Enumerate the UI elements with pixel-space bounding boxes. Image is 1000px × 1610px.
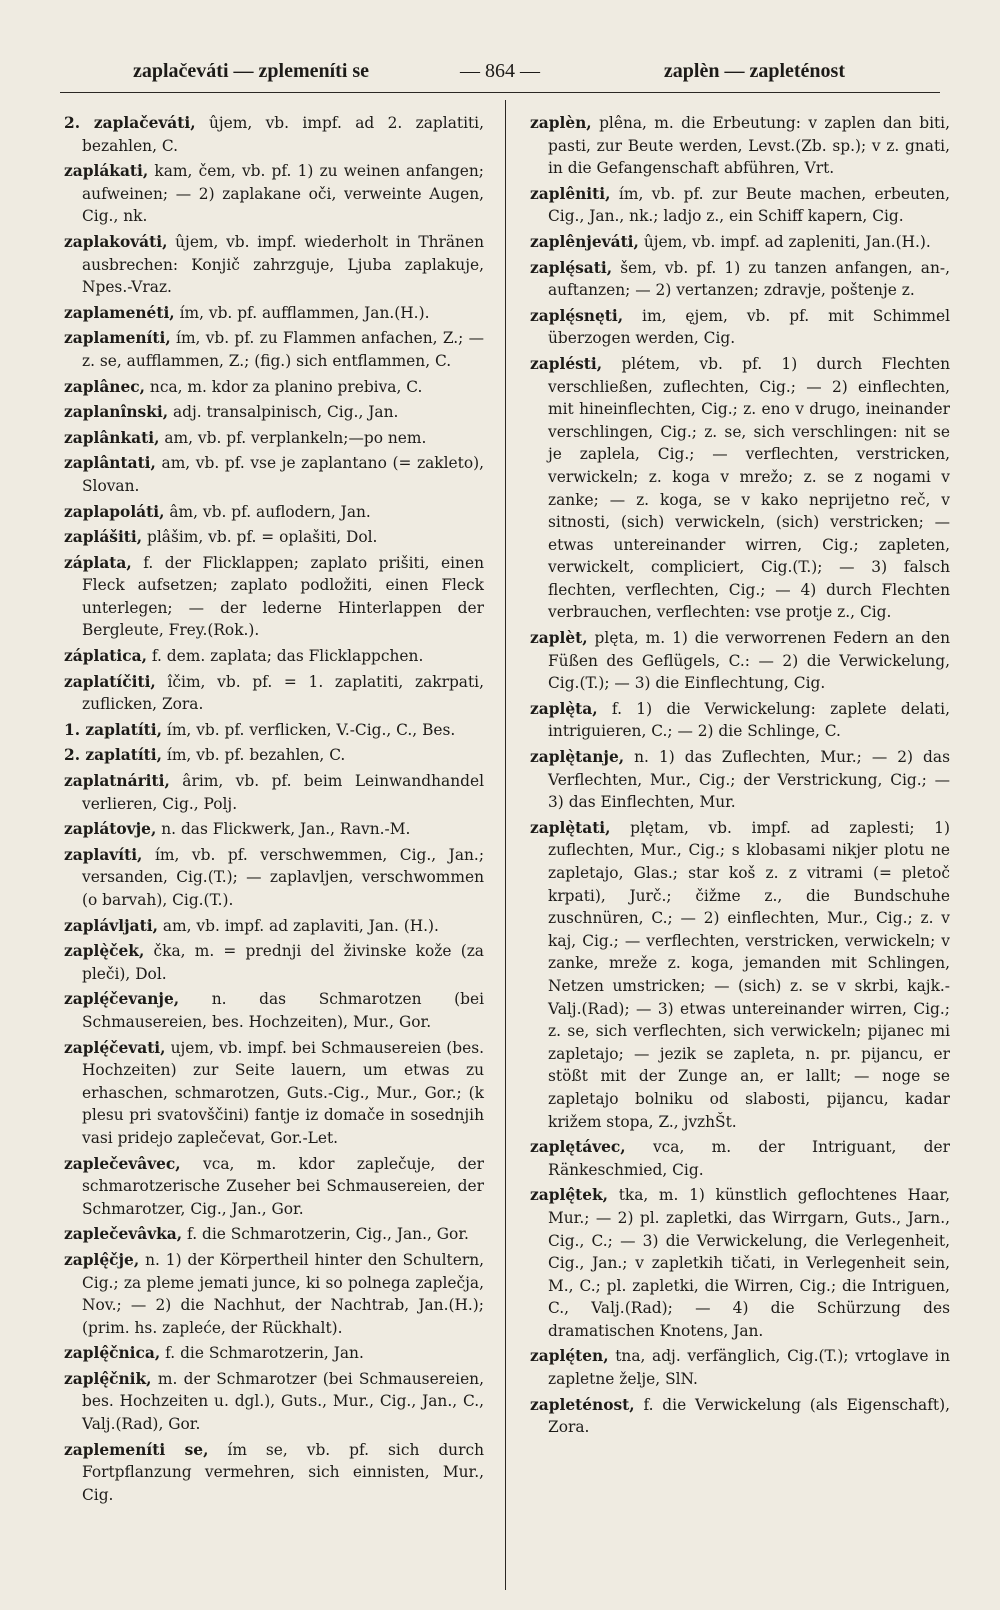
entry-definition: ujem, vb. impf. bei Schmausereien (bes. Hochzeiten) zur Seite lauern, um etwas zu erhaschen, schmarotzen, Guts.-Cig., Mur., Gor.; (k plesu pri svatovščini) fantje iz domače in sosednjih vasi pridejo zaplečevat, Gor.-Let. <box>82 1038 484 1147</box>
entry-definition: im, ęjem, vb. pf. mit Schimmel überzogen werden, Cig. <box>548 306 950 348</box>
dictionary-entry <box>64 552 484 642</box>
dictionary-entry <box>64 645 484 668</box>
entry-headword: zaplátovje, <box>64 820 157 839</box>
dictionary-entry <box>64 818 484 841</box>
dictionary-entry <box>64 160 484 228</box>
dictionary-entry <box>64 844 484 912</box>
entry-definition: nca, m. kdor za planino prebiva, C. <box>149 377 423 396</box>
dictionary-entry <box>530 112 950 180</box>
dictionary-entry <box>64 988 484 1033</box>
entry-headword: 1. zaplatíti, <box>64 720 162 739</box>
entry-definition: plâšim, vb. pf. = oplašiti, Dol. <box>147 528 378 547</box>
entry-definition: ûjem, vb. impf. wiederholt in Thränen ausbrechen: Konjič zahrzguje, Ljuba zaplakuje, Npes.-Vraz. <box>82 232 484 297</box>
entry-headword: zaplę̂tek, <box>530 1186 609 1205</box>
dictionary-entry <box>530 746 950 814</box>
entry-definition: ím, vb. pf. zu Flammen anfachen, Z.; — z. se, aufflammen, Z.; (fig.) sich entflammen, C. <box>82 329 484 370</box>
entry-definition: f. die Schmarotzerin, Cig., Jan., Gor. <box>187 1225 469 1244</box>
entry-definition: f. der Flicklappen; zaplato prišiti, einen Fleck aufsetzen; zaplato podložiti, einen Fleck unterlegen; — der lederne Hinterlappen der Bergleute, Frey.(Rok.). <box>82 553 484 640</box>
entry-definition: îčim, vb. pf. = 1. zaplatiti, zakrpati, zuflicken, Zora. <box>82 672 484 714</box>
entry-definition: ím, vb. pf. zur Beute machen, erbeuten, Cig., Jan., nk.; ladjo z., ein Schiff kapern, Cig. <box>548 184 950 226</box>
dictionary-entry <box>64 427 484 450</box>
entry-definition: vca, m. der Intriguant, der Ränkeschmied, Cig. <box>548 1138 950 1179</box>
left-column <box>64 112 484 1509</box>
entry-headword: zaplášiti, <box>64 528 143 547</box>
entry-headword: zaplântati, <box>64 454 156 473</box>
entry-headword: zaplečevâvka, <box>64 1225 183 1244</box>
entry-definition: am, vb. impf. ad zaplaviti, Jan. (H.). <box>162 916 439 935</box>
column-divider <box>505 100 506 1590</box>
entry-definition: ûjem, vb. impf. ad zapleniti, Jan.(H.). <box>643 232 931 251</box>
dictionary-entry <box>64 302 484 325</box>
entry-definition: âm, vb. pf. auflodern, Jan. <box>169 502 371 521</box>
dictionary-entry <box>530 305 950 350</box>
entry-definition: f. die Verwickelung (als Eigenschaft), Zora. <box>548 1395 950 1437</box>
dictionary-entry <box>530 1136 950 1181</box>
entry-definition: ûjem, vb. impf. ad 2. zaplatiti, bezahlen, C. <box>82 114 484 155</box>
entry-headword: zaplavíti, <box>64 845 143 864</box>
dictionary-entry <box>64 1342 484 1365</box>
header-rule <box>60 92 940 93</box>
right-column <box>530 112 950 1442</box>
page-number: — 864 — <box>460 60 540 82</box>
dictionary-entry <box>64 1249 484 1339</box>
dictionary-entry <box>64 1153 484 1221</box>
entry-headword: zaplę́sati, <box>530 258 613 277</box>
entry-headword: zaplânkati, <box>64 428 160 447</box>
dictionary-entry <box>64 940 484 985</box>
entry-headword: zaplêniti, <box>530 184 611 203</box>
entry-headword: zaplę̂čnica, <box>64 1344 161 1363</box>
dictionary-entry <box>64 501 484 524</box>
entry-definition: plętam, vb. impf. ad zaplesti; 1) zuflechten, Mur., Cig.; s klobasami nikjer plotu ne zapletajo, Glas.; star koš z. z vitrami (= pletoč krpati), Jurč.; čižme z., die Bundschuhe zuschnüren, C.; — 2) einflechten, Mur., Cig.; z. v kaj, Cig.; — verflechten, verstricken, verwickeln; v zanke, mreže z. koga, jemanden mit Schlingen, Netzen umstricken; — (sich) z. se v skrbi, kajk.-Valj.(Rad); — 3) etwas untereinander wirren, Cig.; z. se, sich verflechten, sich verwickeln; pijanec mi zapletajo; — jezik se zapleta, n. pr. pijancu, er stößt mit der Zunge an, er lallt; — noge se zapletajo bolniku od slabosti, pijancu, kadar križem stopa, Z., jvzhŠt. <box>548 818 950 1131</box>
dictionary-entry <box>64 1037 484 1150</box>
entry-headword: zaplę́snęti, <box>530 306 624 325</box>
entry-definition: adj. transalpinisch, Cig., Jan. <box>172 403 399 422</box>
dictionary-entry <box>530 257 950 302</box>
entry-headword: zaplanînski, <box>64 403 169 422</box>
running-head-right: zaplèn — zapleténost <box>663 60 845 82</box>
entry-headword: zaplênjeváti, <box>530 232 639 251</box>
entry-definition: ím se, vb. pf. sich durch Fortpflanzung vermehren, sich einnisten, Mur., Cig. <box>82 1440 484 1504</box>
dictionary-entry <box>530 353 950 624</box>
entry-definition: plęta, m. 1) die verworrenen Federn an den Füßen des Geflügels, C.: — 2) die Verwickelung, Cig.(T.); — 3) die Einflechtung, Cig. <box>548 629 950 693</box>
running-head-left: zaplačeváti — zplemeníti se <box>133 60 370 82</box>
entry-headword: záplatica, <box>64 647 147 666</box>
entry-headword: zaplèt, <box>530 629 588 648</box>
entry-definition: n. das Schmarotzen (bei Schmausereien, bes. Hochzeiten), Mur., Gor. <box>82 990 484 1031</box>
dictionary-entry <box>64 1368 484 1436</box>
dictionary-entry <box>530 1184 950 1342</box>
dictionary-entry <box>530 183 950 228</box>
entry-headword: 2. zaplatíti, <box>64 746 162 765</box>
entry-headword: zaplamenéti, <box>64 303 175 322</box>
dictionary-entry <box>64 401 484 424</box>
entry-headword: zaplameníti, <box>64 329 171 348</box>
entry-headword: zaplávljati, <box>64 916 158 935</box>
dictionary-entry <box>530 231 950 254</box>
entry-headword: zaplânec, <box>64 377 146 396</box>
entry-definition: čka, m. = prednji del živinske kože (za pleči), Dol. <box>82 942 484 983</box>
entry-headword: zaplečevâvec, <box>64 1154 181 1173</box>
dictionary-entry <box>64 327 484 372</box>
running-head <box>0 52 1000 92</box>
entry-definition: ârim, vb. pf. beim Leinwandhandel verlieren, Cig., Polj. <box>82 772 484 813</box>
entry-definition: plêna, m. die Erbeutung: v zaplen dan biti, pasti, zur Beute werden, Levst.(Zb. sp.); v z. gnati, in die Gefangenschaft abführen, Vrt. <box>548 114 950 178</box>
entry-definition: vca, m. kdor zaplečuje, der schmarotzerische Zuseher bei Schmausereien, der Schmarotzer, Cig., Jan., Gor. <box>82 1154 484 1218</box>
entry-headword: zaplèn, <box>530 114 592 132</box>
entry-definition: ím, vb. pf. verflicken, V.-Cig., C., Bes. <box>166 720 456 739</box>
entry-headword: zapleténost, <box>530 1395 635 1414</box>
entry-headword: zaplésti, <box>530 354 603 373</box>
dictionary-entry <box>530 1394 950 1439</box>
dictionary-entry <box>64 526 484 549</box>
entry-definition: ím, vb. pf. verschwemmen, Cig., Jan.; versanden, Cig.(T.); — zaplavljen, verschwommen (o barvah), Cig.(T.). <box>82 845 484 909</box>
entry-headword: zaplatíčiti, <box>64 672 156 691</box>
entry-headword: zaplętávec, <box>530 1138 626 1157</box>
dictionary-entry <box>64 744 484 767</box>
entry-definition: m. der Schmarotzer (bei Schmausereien, bes. Hochzeiten u. dgl.), Guts., Mur., Cig., Jan., C., Valj.(Rad), Gor. <box>82 1369 484 1434</box>
entry-headword: zaplę̀ček, <box>64 942 145 961</box>
entry-headword: zaplę́čevanje, <box>64 990 180 1009</box>
entry-definition: šem, vb. pf. 1) zu tanzen anfangen, an-, auftanzen; — 2) vertanzen; zdravje, poštenje z. <box>548 258 950 300</box>
dictionary-entry <box>64 719 484 742</box>
entry-headword: záplata, <box>64 553 132 572</box>
entry-headword: zaplę̂čje, <box>64 1250 140 1269</box>
dictionary-entry <box>64 452 484 497</box>
entry-definition: plétem, vb. pf. 1) durch Flechten verschließen, zuflechten, Cig.; — 2) einflechten, mit hineinflechten, Cig.; z. eno v drugo, ineinander verschlingen, Cig.; z. se, sich verschlingen: nit se je zaplela, Cig.; — verflechten, verstricken, verwickeln; z. koga v mrežo; z. se z nogami v zanke; — z. koga, se v kako neprijetno reč, v sitnosti, (sich) verwickeln, (sich) verstricken; — etwas untereinander wirren, Cig.; zapleten, verwickelt, compliciert, Cig.(T.); — 3) falsch flechten, verflechten, Cig.; — 4) durch Flechten verbrauchen, verflechten: vse protje z., Cig. <box>548 354 950 622</box>
entry-headword: zaplę̀tanje, <box>530 748 625 767</box>
dictionary-entry <box>530 627 950 695</box>
entry-definition: kam, čem, vb. pf. 1) zu weinen anfangen; aufweinen; — 2) zaplakane oči, verweinte Augen, Cig., nk. <box>82 162 484 226</box>
entry-definition: n. 1) das Zuflechten, Mur.; — 2) das Verflechten, Mur., Cig.; der Verstrickung, Cig.; — 3) das Einflechten, Mur. <box>548 748 950 812</box>
entry-definition: f. die Schmarotzerin, Jan. <box>165 1344 364 1363</box>
entry-definition: ím, vb. pf. aufflammen, Jan.(H.). <box>179 303 430 322</box>
entry-definition: tka, m. 1) künstlich geflochtenes Haar, Mur.; — 2) pl. zapletki, das Wirrgarn, Guts., Jarn., Cig., C.; — 3) die Verwickelung, die Verlegenheit, Cig., Jan.; v zapletkih tičati, in Verlegenheit sein, M., C.; pl. zapletki, die Wirren, Cig.; die Intriguen, C., Valj.(Rad); — 4) die Schürzung des dramatischen Knotens, Jan. <box>548 1186 950 1340</box>
entry-headword: zaplákati, <box>64 162 149 181</box>
entry-headword: zaplę́ten, <box>530 1347 609 1366</box>
dictionary-entry <box>64 671 484 716</box>
entry-definition: am, vb. pf. vse je zaplantano (= zakleto), Slovan. <box>82 454 484 495</box>
entry-headword: zaplakováti, <box>64 232 168 251</box>
entry-headword: zaplę̀ta, <box>530 699 598 718</box>
entry-headword: zaplę̂čnik, <box>64 1369 152 1388</box>
dictionary-entry <box>530 1345 950 1390</box>
entry-definition: n. das Flickwerk, Jan., Ravn.-M. <box>161 820 411 839</box>
dictionary-entry <box>64 112 484 157</box>
dictionary-entry <box>64 376 484 399</box>
entry-headword: zaplę́čevati, <box>64 1038 166 1057</box>
entry-definition: tna, adj. verfänglich, Cig.(T.); vrtoglave in zapletne želje, SlN. <box>548 1347 950 1389</box>
dictionary-entry <box>530 817 950 1133</box>
entry-headword: zaplatnáriti, <box>64 772 170 791</box>
dictionary-entry <box>64 770 484 815</box>
dictionary-entry <box>530 698 950 743</box>
entry-definition: am, vb. pf. verplankeln;—po nem. <box>164 428 427 447</box>
dictionary-entry <box>64 915 484 938</box>
dictionary-entry <box>64 231 484 299</box>
dictionary-entry <box>64 1223 484 1246</box>
dictionary-entry <box>64 1439 484 1507</box>
entry-headword: 2. zaplačeváti, <box>64 114 196 132</box>
entry-definition: ím, vb. pf. bezahlen, C. <box>166 746 346 765</box>
entry-definition: f. dem. zaplata; das Flicklappchen. <box>151 647 424 666</box>
entry-definition: f. 1) die Verwickelung: zaplete delati, intriguieren, C.; — 2) die Schlinge, C. <box>548 699 950 741</box>
entry-headword: zaplapoláti, <box>64 502 165 521</box>
entry-headword: zaplę̀tati, <box>530 818 611 837</box>
entry-definition: n. 1) der Körpertheil hinter den Schultern, Cig.; za pleme jemati junce, ki so polnega zaplečja, Nov.; — 2) die Nachhut, der Nachtrab, Jan.(H.); (prim. hs. zapleće, der Rückhalt). <box>82 1250 484 1337</box>
entry-headword: zaplemeníti se, <box>64 1440 209 1459</box>
